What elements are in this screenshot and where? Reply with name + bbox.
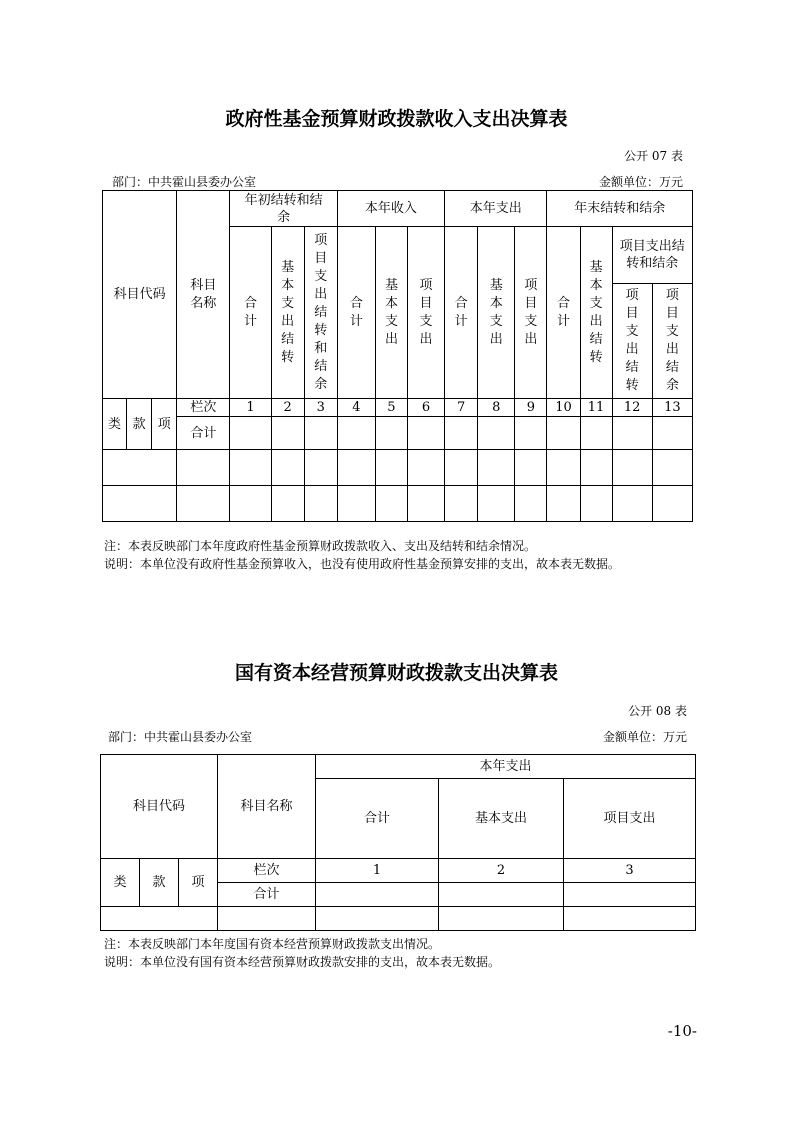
t1-col-begin-total: 合计 <box>230 227 271 399</box>
table-row <box>103 486 693 522</box>
t2-header-subject-code: 科目代码 <box>101 755 218 859</box>
t1-header-group-expense: 本年支出 <box>445 191 547 227</box>
table2-explanation: 说明：本单位没有国有资本经营预算财政拨款安排的支出，故本表无数据。 <box>104 955 501 969</box>
t1-col-end-project-surplus: 项目支出结余 <box>652 284 692 399</box>
table-row <box>101 907 696 931</box>
t2-colnum: 1 <box>316 859 439 883</box>
t1-header-subject-code: 科目代码 <box>103 191 177 399</box>
table1-department: 部门：中共霍山县委办公室 <box>112 175 257 189</box>
table-row <box>103 417 693 450</box>
table-row <box>103 450 693 486</box>
t1-col-end-total: 合计 <box>547 227 580 399</box>
t1-label-kuan: 款 <box>127 399 152 450</box>
t1-colnum: 6 <box>407 399 444 417</box>
t1-label-lei: 类 <box>103 399 127 450</box>
table2-department: 部门：中共霍山县委办公室 <box>108 730 253 744</box>
page-number: -10- <box>667 1022 697 1040</box>
t2-label-lei: 类 <box>101 859 140 907</box>
t1-colnum: 4 <box>337 399 375 417</box>
table2-title: 国有资本经营预算财政拨款支出决算表 <box>234 662 558 684</box>
t1-label-lanci: 栏次 <box>177 399 230 417</box>
t1-label-xiang: 项 <box>152 399 177 450</box>
t2-colnum: 3 <box>564 859 696 883</box>
t2-label-lanci: 栏次 <box>218 859 316 883</box>
t1-colnum: 7 <box>445 399 478 417</box>
t1-label-heji: 合计 <box>177 417 230 450</box>
t1-col-income-total: 合计 <box>337 227 375 399</box>
t1-header-project-carry-group: 项目支出结转和结余 <box>612 227 692 284</box>
t1-colnum: 13 <box>652 399 692 417</box>
table2-note: 注：本表反映部门本年度国有资本经营预算财政拨款支出情况。 <box>104 937 441 951</box>
t1-colnum: 5 <box>375 399 407 417</box>
table1-note: 注：本表反映部门本年度政府性基金预算财政拨款收入、支出及结转和结余情况。 <box>104 539 537 553</box>
table1 <box>102 190 693 522</box>
t1-header-group-end: 年末结转和结余 <box>547 191 693 227</box>
t1-colnum: 9 <box>515 399 547 417</box>
table1-explanation: 说明：本单位没有政府性基金预算收入，也没有使用政府性基金预算安排的支出，故本表无数据。 <box>104 557 621 571</box>
t1-colnum: 1 <box>230 399 271 417</box>
t1-col-income-basic: 基本支出 <box>375 227 407 399</box>
t2-label-kuan: 款 <box>140 859 179 907</box>
t1-col-end-project-carry: 项目支出结转 <box>612 284 652 399</box>
t2-col-total: 合计 <box>316 779 439 859</box>
t2-label-heji: 合计 <box>218 883 316 907</box>
t1-header-group-begin: 年初结转和结余 <box>230 191 337 227</box>
table1-code: 公开 07 表 <box>624 149 683 163</box>
t2-header-group-expense: 本年支出 <box>316 755 696 779</box>
t1-col-income-project: 项目支出 <box>407 227 444 399</box>
t1-colnum: 3 <box>304 399 337 417</box>
table1-title: 政府性基金预算财政拨款收入支出决算表 <box>225 108 568 130</box>
table2-code: 公开 08 表 <box>628 704 687 718</box>
table1-unit: 金额单位：万元 <box>598 175 683 189</box>
t1-col-expense-total: 合计 <box>445 227 478 399</box>
t2-colnum: 2 <box>439 859 564 883</box>
t2-label-xiang: 项 <box>179 859 218 907</box>
t1-col-end-basic: 基本支出结转 <box>580 227 612 399</box>
table2-unit: 金额单位：万元 <box>602 730 687 744</box>
t1-colnum: 10 <box>547 399 580 417</box>
t1-col-expense-project: 项目支出 <box>515 227 547 399</box>
t1-header-group-income: 本年收入 <box>337 191 444 227</box>
t1-col-begin-basic: 基本支出结转 <box>271 227 304 399</box>
t1-colnum: 11 <box>580 399 612 417</box>
table2 <box>100 754 696 931</box>
t1-colnum: 12 <box>612 399 652 417</box>
t2-header-subject-name: 科目名称 <box>218 755 316 859</box>
t1-col-begin-project: 项目支出结转和结余 <box>304 227 337 399</box>
t1-colnum: 8 <box>478 399 515 417</box>
t2-col-basic: 基本支出 <box>439 779 564 859</box>
t1-header-subject-name: 科目名称 <box>177 191 230 399</box>
t1-colnum: 2 <box>271 399 304 417</box>
t2-col-project: 项目支出 <box>564 779 696 859</box>
t1-col-expense-basic: 基本支出 <box>478 227 515 399</box>
